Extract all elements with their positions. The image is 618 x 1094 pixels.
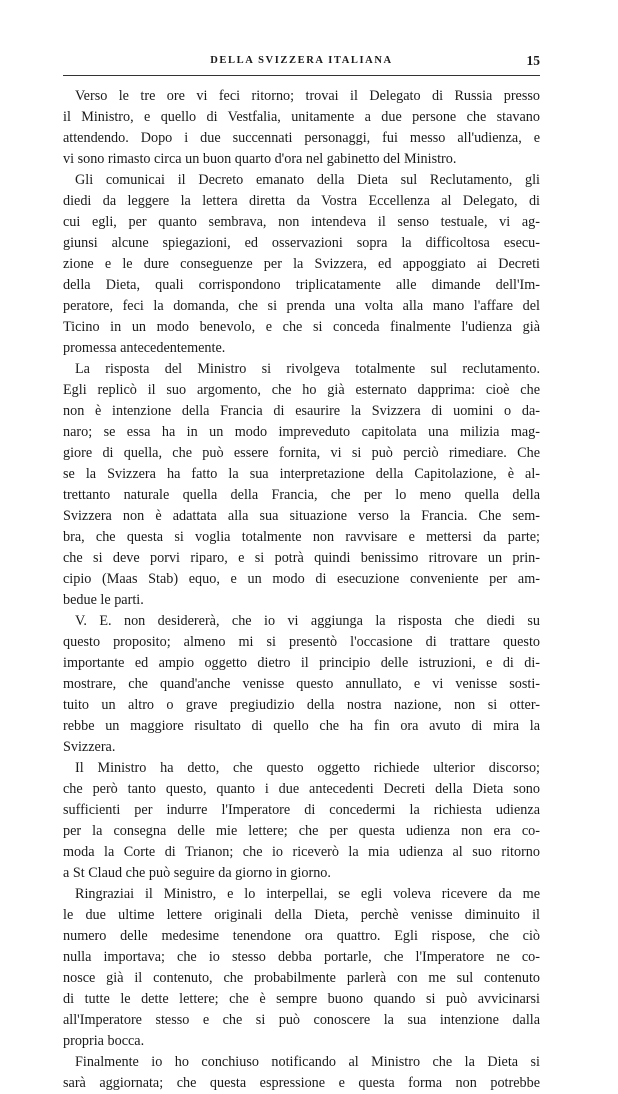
paragraph [63,758,540,884]
text-line: peratore, feci la domanda, che si prenda una volta alla mano l'affare del [63,298,540,314]
text-line: di tutte le dette lettere; che è sempre buono quando si può avvicinarsi [63,991,540,1007]
paragraph [63,359,540,611]
text-line: all'Imperatore stesso e che si può conoscere la sua intenzione dalla [63,1012,540,1028]
text-line: propria bocca. [63,1033,145,1049]
text-line: Il Ministro ha detto, che questo oggetto richiede ulterior discorso; [75,760,540,776]
text-line: sarà aggiornata; che questa espressione e questa forma non potrebbe [63,1075,540,1091]
text-line: nulla importava; che io stesso debba portarle, che l'Imperatore ne co- [63,949,540,965]
text-line: Verso le tre ore vi feci ritorno; trovai il Delegato di Russia presso [75,88,540,104]
text-line: per la consegna delle mie lettere; che per questa udienza non era co- [63,823,540,839]
text-line: le due ultime lettere originali della Dieta, perchè venisse diminuito il [63,907,540,923]
header-rule [63,75,540,76]
text-line: cui egli, per quanto sembrava, non intendeva il senso testuale, vi ag- [63,214,540,230]
running-title: DELLA SVIZZERA ITALIANA [210,55,393,66]
text-line: giunsi alcune spiegazioni, ed osservazioni sopra la difficoltosa esecu- [63,235,540,251]
text-line: che si deve porvi riparo, e si potrà quindi benissimo ritrovare un prin- [63,550,540,566]
text-line: attendendo. Dopo i due succennati personaggi, fui messo all'udienza, e [63,130,540,146]
text-line: bra, che questa si voglia totalmente non ravvisare e mettersi da parte; [63,529,540,545]
text-line: non è intenzione della Francia di esaurire la Svizzera di uomini o da- [63,403,540,419]
text-line: promessa antecedentemente. [63,340,226,356]
text-line: mostrare, che quand'anche venisse questo annullato, e vi venisse sosti- [63,676,540,692]
text-line: importante ed ampio oggetto dietro il principio delle istruzioni, e di di- [63,655,540,671]
text-line: diedi da leggere la lettera diretta da Vostra Eccellenza al Delegato, di [63,193,540,209]
text-line: rebbe un maggiore risultato di quello che ha fin ora avuto di mira la [63,718,540,734]
text-line: tuito un altro o grave pregiudizio della nostra nazione, non si otter- [63,697,540,713]
text-line: Gli comunicai il Decreto emanato della Dieta sul Reclutamento, gli [75,172,540,188]
text-line: moda la Corte di Trianon; che io riceverò la mia udienza al suo ritorno [63,844,540,860]
text-line: sufficienti per indurre l'Imperatore di concedermi la richiesta udienza [63,802,540,818]
paragraph [63,1052,540,1094]
paragraph [63,86,540,170]
text-line: della Dieta, quali corrispondono triplicatamente alle dimande dell'Im- [63,277,540,293]
text-line: La risposta del Ministro si rivolgeva totalmente sul reclutamento. [75,361,540,377]
text-line: naro; se essa ha in un modo impreveduto capitolata una milizia mag- [63,424,540,440]
text-line: questo proposito; almeno mi si presentò l'occasione di trattare questo [63,634,540,650]
paragraph [63,170,540,359]
text-line: trettanto naturale quella della Francia, che per lo meno quella della [63,487,540,503]
text-line: nosce già il contenuto, che probabilmente parlerà con me sul contenuto [63,970,540,986]
paragraph [63,884,540,1052]
text-line: zione e le dure conseguenze per la Svizzera, ed appoggiato ai Decreti [63,256,540,272]
text-line: Finalmente io ho conchiuso notificando al Ministro che la Dieta si [75,1054,540,1070]
text-line: Egli replicò il suo argomento, che ho già esternato dapprima: cioè che [63,382,540,398]
page-number: 15 [526,53,540,68]
text-line: a St Claud che può seguire da giorno in giorno. [63,865,331,881]
text-line: il Ministro, e quello di Vestfalia, unitamente a due persone che stavano [63,109,540,125]
text-line: numero delle medesime tenendone ora quattro. Egli rispose, che ciò [63,928,540,944]
paragraph [63,611,540,758]
text-line: se la Svizzera ha fatto la sua interpretazione della Capitolazione, è al- [63,466,540,482]
text-line: Ringraziai il Ministro, e lo interpellai, se egli voleva ricevere da me [75,886,540,902]
text-line: che però tanto questo, quanto i due antecedenti Decreti della Dieta sono [63,781,540,797]
text-line: giore di quella, che può essere fornita, vi si può perciò rimediare. Che [63,445,540,461]
text-line: bedue le parti. [63,592,144,608]
text-line: V. E. non desidererà, che io vi aggiunga la risposta che diedi su [75,613,540,629]
text-line: Ticino in un modo benevolo, e che si conceda finalmente l'udienza già [63,319,540,335]
page-header [63,55,540,75]
text-line: vi sono rimasto circa un buon quarto d'ora nel gabinetto del Ministro. [63,151,457,167]
body-text [63,86,540,1094]
text-line: Svizzera. [63,739,116,755]
text-line: cipio (Maas Stab) equo, e un modo di esecuzione conveniente per am- [63,571,540,587]
text-line: Svizzera non è adattata alla sua situazione verso la Francia. Che sem- [63,508,540,524]
